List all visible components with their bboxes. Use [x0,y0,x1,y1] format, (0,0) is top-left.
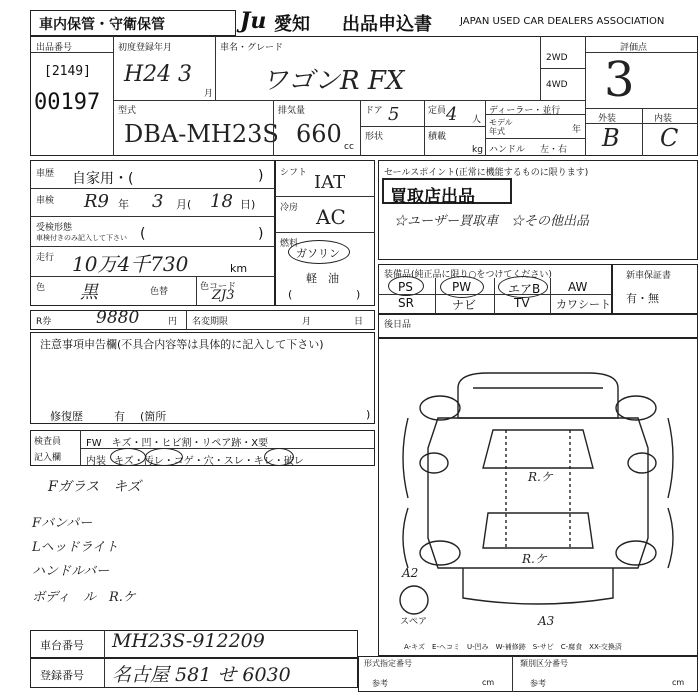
shift-value: IAT [314,172,346,193]
exterior-label: 外装 [598,114,617,124]
inspection-year-unit: 年 [118,198,129,211]
model-year-label2: 年式 [489,127,505,136]
inspection-day: 18 [210,191,233,212]
fuel-paren-close: ) [356,288,361,301]
spare-label: スペア [400,617,428,627]
mileage-value: 10万4千730 [72,252,189,276]
color-label: 色 [36,283,46,293]
color-change-label: 色替 [150,287,169,297]
note-line-1: Fガラス キズ [48,479,142,495]
first-registration-era-year: H24 [124,62,172,87]
displacement-unit: cc [344,142,354,152]
recycle-value: 9880 [96,308,140,328]
equip-ps: PS [398,280,413,294]
displacement-label: 排気量 [278,106,306,116]
key-circle-1 [110,448,146,466]
history-paren-close: ) [258,168,264,184]
interior-grade: C [660,124,679,152]
key-circle-3 [264,448,294,466]
name-change-month-unit: 月 [302,317,312,327]
note-line-4: ハンドルバー [32,564,110,579]
diagram-note-bottom: A3 [538,614,555,628]
equip-aw: AW [568,280,588,294]
mileage-label: 走行 [36,253,55,263]
capacity-unit: 人 [472,115,482,125]
chassis-label: 車台番号 [40,639,84,652]
car-name-label: 車名・グレード [220,43,284,53]
inspection-era: R9 [84,191,110,212]
drive-2wd: 2WD [546,53,568,63]
mirror-r [628,453,656,473]
color-code-value: ZJ3 [212,288,235,303]
first-registration-label: 初度登録年月 [118,43,173,53]
class-number-label: 類別区分番号 [520,659,568,668]
sales-point-label: セールスポイント(正常に機能するものに限ります) [384,168,589,178]
load-label: 積載 [428,132,447,142]
inspector-label2: 記入欄 [34,453,62,463]
rating-label: 評価点 [620,43,648,53]
diagram-note-rear: R.ケ [522,552,547,566]
inspection-month-unit: 月( [176,198,192,211]
sales-point-note: ☆ユーザー買取車 ☆その他出品 [394,214,590,229]
registration-label: 登録番号 [40,669,84,682]
car-name-value: ワゴンR FX [262,66,405,96]
inspector-row2: キズ・汚レ・コゲ・穴・スレ・キレ・破レ [114,456,304,467]
inspector-row1: FW キズ・凹・ヒビ割・リペア跡・X要 [86,438,269,449]
name-change-day-unit: 日 [354,317,364,327]
storage-box [30,10,236,36]
ju-logo: Ju [240,8,267,34]
inspection-type-label: 受検形態 [36,223,73,233]
lot-number: 00197 [34,90,101,115]
color-value: 黒 [80,282,98,303]
equipment-label: 装備品(純正品に限り○をつけてください) [384,270,552,280]
chassis-value: MH23S-912209 [112,630,265,652]
recycle-unit: 円 [168,317,178,327]
recycle-label: R券 [36,317,52,327]
displacement-value: 660 [296,120,342,148]
history-value: 自家用・( [72,171,134,187]
wheel-fl [420,396,460,420]
lot-sub-number: [2149] [44,64,91,79]
buyback-stamp [382,178,512,207]
doors-label: ドア [365,106,383,116]
handle-label: ハンドル [489,145,526,155]
model-year-label: モデル [489,118,513,127]
repair-close: ) [366,408,371,421]
diagram-note-roof: R.ケ [528,470,553,484]
warranty-label: 新車保証書 [626,271,672,281]
note-line-5: ボディ ル R.ケ [32,590,136,605]
model-year-unit: 年 [572,125,582,135]
form-title: 出品申込書 [342,14,432,35]
ac-label: 冷房 [280,203,299,213]
first-registration-month: 3 [178,62,192,87]
exterior-grade: B [602,124,620,152]
notes-label: 注意事項申告欄(不具合内容等は具体的に記入して下さい) [40,338,324,351]
rating-value: 3 [604,52,635,108]
equip-pw: PW [452,280,472,294]
doors-value: 5 [388,104,400,125]
first-registration-month-unit: 月 [204,89,214,99]
capacity-value: 4 [446,104,458,125]
inspector-label1: 検査員 [34,437,62,447]
capacity-label: 定員 [428,106,447,116]
inspection-label: 車検 [36,196,55,206]
reference-label-2: 参考 [530,679,546,688]
equip-airbag: エアB [508,282,541,296]
wheel-fr [616,396,656,420]
fuel-paren-open: ( [288,288,293,301]
inspection-day-unit: 日) [240,198,256,211]
model-value: DBA-MH23S [124,120,279,148]
lot-label: 出品番号 [36,43,73,53]
later-docs-box [378,314,698,338]
key-circle-2 [145,448,183,466]
equip-ps-circle [388,276,424,296]
unit-cm-1: cm [482,678,495,687]
brand-name: 愛知 [274,14,310,35]
reference-label-1: 参考 [372,679,388,688]
drive-4wd: 4WD [546,80,568,90]
interior-label: 内装 [654,114,673,124]
equip-tv: TV [514,296,530,310]
mirror-l [420,453,448,473]
buyback-stamp-text: 買取店出品 [390,187,475,207]
inspector-row2-label: 内装 [86,456,106,467]
fuel-label: 燃料 [280,239,299,249]
association-name: JAPAN USED CAR DEALERS ASSOCIATION [460,16,665,27]
diagram-legend: A-キズ E-ヘコミ U-凹み W-補修跡 S-サビ C-腐食 XX-交換済 [404,643,622,651]
history-label: 車歴 [36,169,55,179]
fuel-diesel: 軽 油 [306,272,339,285]
load-unit: kg [472,145,483,155]
inspection-type-sub: 車検付きのみ記入して下さい [36,234,127,242]
model-label: 型式 [118,106,137,116]
storage-box-label: 車内保管・守衛保管 [39,17,165,33]
unit-cm-2: cm [672,678,685,687]
note-line-2: Fバンパー [32,516,93,531]
equip-navi: ナビ [452,298,477,312]
registration-value: 名古屋 581 せ 6030 [112,664,291,686]
shape-label: 形状 [365,132,384,142]
color-code-label: 色コード [200,282,237,292]
repair-value: 有 [114,410,125,423]
shift-label: シフト [280,168,308,178]
spare-tire [400,586,428,614]
inspection-type-paren-close: ) [258,226,264,242]
fuel-gasoline: ガソリン [296,247,340,260]
wheel-rr [616,541,656,565]
name-change-label: 名変期限 [192,317,229,327]
inspection-type-paren-open: ( [140,226,146,242]
diagram-note-left-rear: A2 [402,566,419,580]
model-designation-label: 形式指定番号 [364,659,412,668]
dealer-label: ディーラー・並行 [489,106,561,116]
ac-value: AC [316,205,346,229]
equip-seat: カワシート [556,298,611,311]
note-line-3: Lヘッドライト [32,540,119,555]
handle-value: 左・右 [540,145,568,155]
inspection-month: 3 [152,191,164,212]
repair-spot: (箇所 [140,410,167,423]
repair-label: 修復歴 [50,410,83,423]
warranty-value: 有・無 [626,292,659,305]
equip-sr: SR [398,296,414,310]
later-docs-label: 後日品 [384,320,412,330]
car-diagram [378,338,698,638]
mileage-unit: km [230,262,248,275]
wheel-rl [420,541,460,565]
